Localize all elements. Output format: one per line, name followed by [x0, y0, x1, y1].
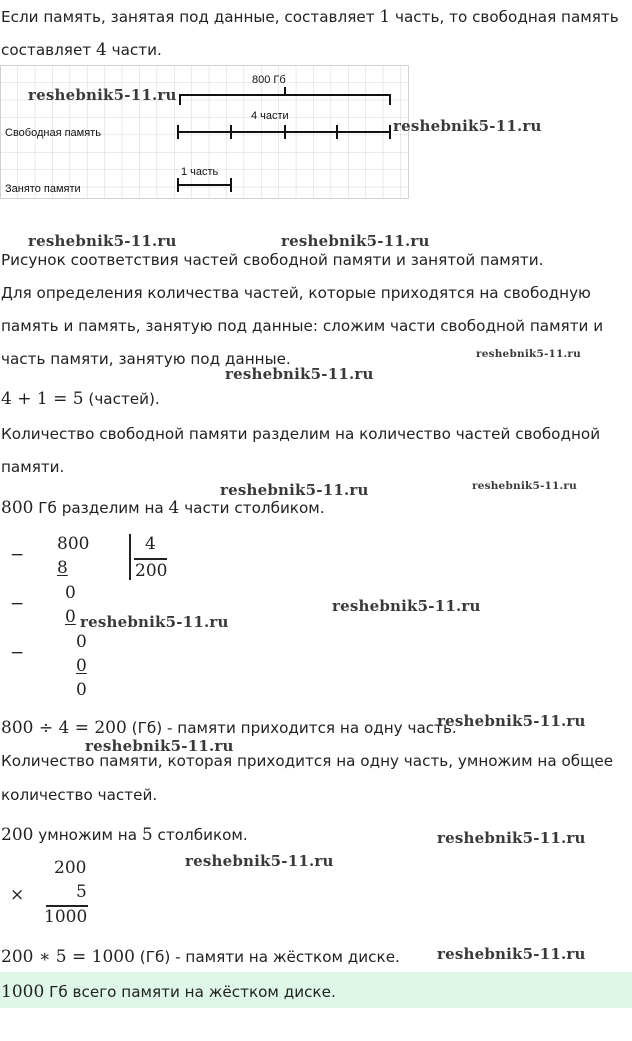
- quotient-line: [134, 558, 167, 560]
- watermark: reshebnik5-11.ru: [437, 712, 586, 730]
- para1-line-2: память и память, занятую под данные: сложим части свободной памяти и: [1, 317, 604, 335]
- watermark: reshebnik5-11.ru: [472, 480, 577, 492]
- watermark: reshebnik5-11.ru: [332, 597, 481, 615]
- part1-label: 1 часть: [181, 166, 219, 178]
- subtrahend-2: 0: [65, 607, 76, 627]
- division-intro: 800 Гб разделим на 4 части столбиком.: [1, 498, 325, 518]
- product: 1000: [44, 907, 88, 927]
- multiplication-result: 200 ∗ 5 = 1000 (Гб) - памяти на жёстком диске.: [1, 947, 400, 967]
- used-memory-label: Занято памяти: [5, 183, 81, 195]
- watermark: reshebnik5-11.ru: [185, 852, 334, 870]
- total-label: 800 Гб: [252, 74, 286, 86]
- multiplicand: 200: [54, 858, 87, 878]
- diagram-caption: Рисунок соответствия частей свободной памяти и занятой памяти.: [1, 251, 544, 269]
- para2-line-1: Количество свободной памяти разделим на количество частей свободной: [1, 425, 601, 443]
- remainder-2: 0: [76, 632, 87, 652]
- intro-line-1: Если память, занятая под данные, составляет 1 часть, то свободная память: [1, 7, 619, 27]
- watermark: reshebnik5-11.ru: [80, 613, 229, 631]
- watermark: reshebnik5-11.ru: [220, 481, 369, 499]
- watermark: reshebnik5-11.ru: [225, 365, 374, 383]
- multiplication-intro: 200 умножим на 5 столбиком.: [1, 825, 248, 845]
- watermark: reshebnik5-11.ru: [393, 117, 542, 135]
- para3-line-2: количество частей.: [1, 786, 158, 804]
- minus-sign: −: [10, 594, 25, 614]
- para2-line-2: памяти.: [1, 458, 65, 476]
- minus-sign: −: [10, 545, 25, 565]
- multiplier: 5: [76, 882, 87, 902]
- sum-equation: 4 + 1 = 5 (частей).: [1, 389, 160, 409]
- subtrahend-3: 0: [76, 656, 87, 676]
- remainder-3: 0: [76, 680, 87, 700]
- watermark: reshebnik5-11.ru: [476, 348, 581, 360]
- divisor: 4: [145, 534, 156, 554]
- quotient: 200: [135, 561, 168, 581]
- free-memory-label: Свободная память: [5, 127, 101, 139]
- subtrahend-1: 8: [57, 558, 68, 578]
- watermark: reshebnik5-11.ru: [28, 232, 177, 250]
- watermark: reshebnik5-11.ru: [28, 86, 177, 104]
- watermark: reshebnik5-11.ru: [437, 829, 586, 847]
- remainder-1: 0: [65, 583, 76, 603]
- para1-line-3: часть памяти, занятую под данные.: [1, 350, 291, 368]
- parts4-label: 4 части: [251, 110, 289, 122]
- division-bar: [129, 534, 131, 580]
- para1-line-1: Для определения количества частей, которые приходятся на свободную: [1, 284, 591, 302]
- column-multiplication: [0, 852, 120, 932]
- minus-sign: −: [10, 643, 25, 663]
- watermark: reshebnik5-11.ru: [437, 945, 586, 963]
- times-sign: ×: [10, 885, 25, 905]
- answer-line: 1000 Гб всего памяти на жёстком диске.: [1, 982, 336, 1002]
- intro-line-2: составляет 4 части.: [1, 40, 162, 60]
- para3-line-1: Количество памяти, которая приходится на одну часть, умножим на общее: [1, 752, 614, 770]
- watermark: reshebnik5-11.ru: [85, 737, 234, 755]
- dividend: 800: [57, 534, 90, 554]
- division-result: 800 ÷ 4 = 200 (Гб) - памяти приходится на одну часть.: [1, 718, 457, 738]
- watermark: reshebnik5-11.ru: [281, 232, 430, 250]
